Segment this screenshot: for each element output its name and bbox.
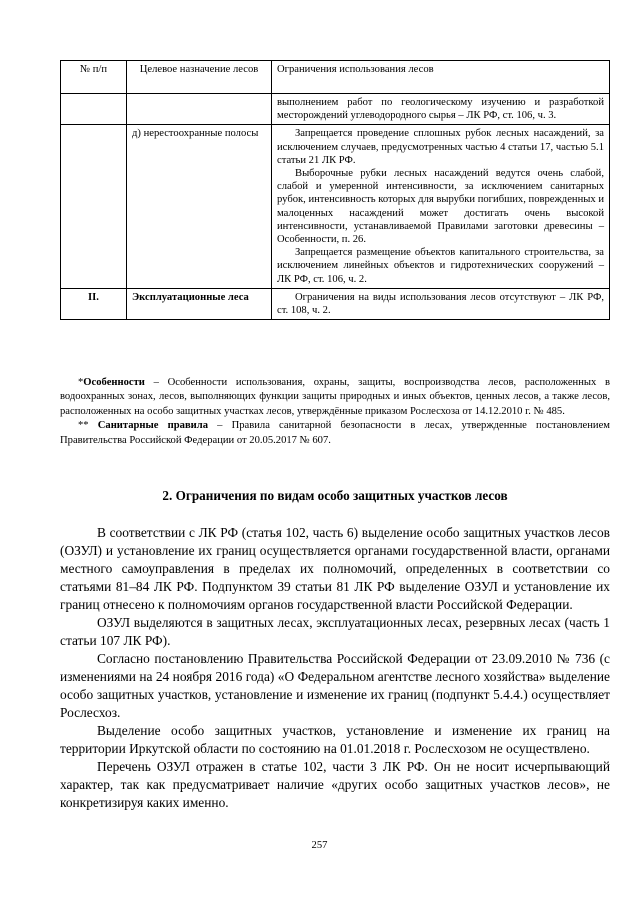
footnote-osobennosti bbox=[60, 376, 610, 419]
body-paragraph: Выделение особо защитных участков, установление и изменение их границ на территории Иркутской области по состоянию на 01.01.2018 г. Рослесхозом не осуществлено. bbox=[60, 723, 610, 756]
row-purpose: д) нерестоохранные полосы bbox=[127, 125, 272, 288]
restriction-paragraph: Запрещается проведение сплошных рубок лесных насаждений, за исключением случаев, предусмотренных частью 4 статьи 17, частью 5.1 статьи 21 ЛК РФ. bbox=[277, 128, 604, 166]
table-row bbox=[61, 125, 610, 288]
footnote-text: – Правила санитарной безопасности в лесах, утвержденные постановлением Правительства Российской Федерации от 20.05.2017 № 607. bbox=[60, 420, 610, 446]
body-text bbox=[60, 524, 610, 812]
footnote-term: Особенности bbox=[83, 377, 145, 388]
footnote-text: – Особенности использования, охраны, защиты, воспроизводства лесов, расположенных в водоохранных зонах, лесов, выполняющих функции защиты природных и иных объектов, ценных лесов, а также лесов, расположенных на особо защитных участках лесов, утверждённые приказом Рослесхоза от 14.12.2010 г. № 485. bbox=[60, 377, 610, 417]
footnote-mark: ** bbox=[78, 420, 98, 432]
table-row bbox=[61, 288, 610, 319]
body-paragraph: В соответствии с ЛК РФ (статья 102, часть 6) выделение особо защитных участков лесов (ОЗУЛ) и установление их границ осуществляется органами государственной власти, органами местного самоуправления в пределах их полномочий, определенных в соответствии со статьями 81–84 ЛК РФ. Подпунктом 39 статьи 81 ЛК РФ выделение ОЗУЛ и установление их границ отнесено к полномочиям органов государственной власти Российской Федерации. bbox=[60, 525, 610, 612]
row-purpose bbox=[127, 94, 272, 125]
header-purpose: Целевое назначение лесов bbox=[127, 61, 272, 94]
restriction-paragraph: Запрещается размещение объектов капитального строительства, за исключением линейных объектов и гидротехнических сооружений – ЛК РФ, ст. 106, ч. 2. bbox=[277, 247, 604, 285]
row-number bbox=[61, 94, 127, 125]
body-paragraph: Согласно постановлению Правительства Российской Федерации от 23.09.2010 № 736 (с изменениями на 24 ноября 2016 года) «О Федеральном агентстве лесного хозяйства» выделение особо защитных участков, установление и изменение их границ (подпункт 5.4.4.) осуществляет Рослесхоз. bbox=[60, 651, 610, 720]
footnote-sanitary-rules bbox=[60, 419, 610, 448]
body-paragraph: Перечень ОЗУЛ отражен в статье 102, части 3 ЛК РФ. Он не носит исчерпывающий характер, так как предусматривает наличие «других особо защитных участков лесов», не конкретизируя каких именно. bbox=[60, 759, 610, 810]
header-restrictions: Ограничения использования лесов bbox=[272, 61, 610, 94]
restriction-paragraph: Выборочные рубки лесных насаждений ведутся очень слабой, слабой и умеренной интенсивности, за исключением санитарных рубок, интенсивность которых для вырубки погибших, поврежденных и малоценных насаждений может достигать очень высокой интенсивности, устанавливаемой Правилами заготовки древесины – Особенности, п. 26. bbox=[277, 168, 604, 246]
row-number bbox=[61, 125, 127, 288]
row-restriction-text: Ограничения на виды использования лесов отсутствуют – ЛК РФ, ст. 108, ч. 2. bbox=[272, 288, 610, 319]
footnote-term: Санитарные правила bbox=[97, 420, 209, 432]
restrictions-table bbox=[60, 60, 610, 320]
row-purpose: Эксплуатационные леса bbox=[127, 288, 272, 319]
table-row bbox=[61, 94, 610, 125]
row-number: II. bbox=[61, 288, 127, 319]
page-number: 257 bbox=[311, 840, 328, 851]
row-restriction-text: выполнением работ по геологическому изучению и разработкой месторождений углеводородного сырья – ЛК РФ, ст. 106, ч. 3. bbox=[272, 94, 610, 125]
section-title: 2. Ограничения по видам особо защитных участков лесов bbox=[162, 488, 508, 503]
footnotes bbox=[60, 376, 610, 448]
footnote-mark: * bbox=[78, 377, 84, 388]
row-restriction-cell bbox=[272, 125, 610, 288]
table-header-row bbox=[61, 61, 610, 94]
body-paragraph: ОЗУЛ выделяются в защитных лесах, эксплуатационных лесах, резервных лесах (часть 1 статьи 107 ЛК РФ). bbox=[60, 615, 610, 648]
header-number: № п/п bbox=[61, 61, 127, 94]
